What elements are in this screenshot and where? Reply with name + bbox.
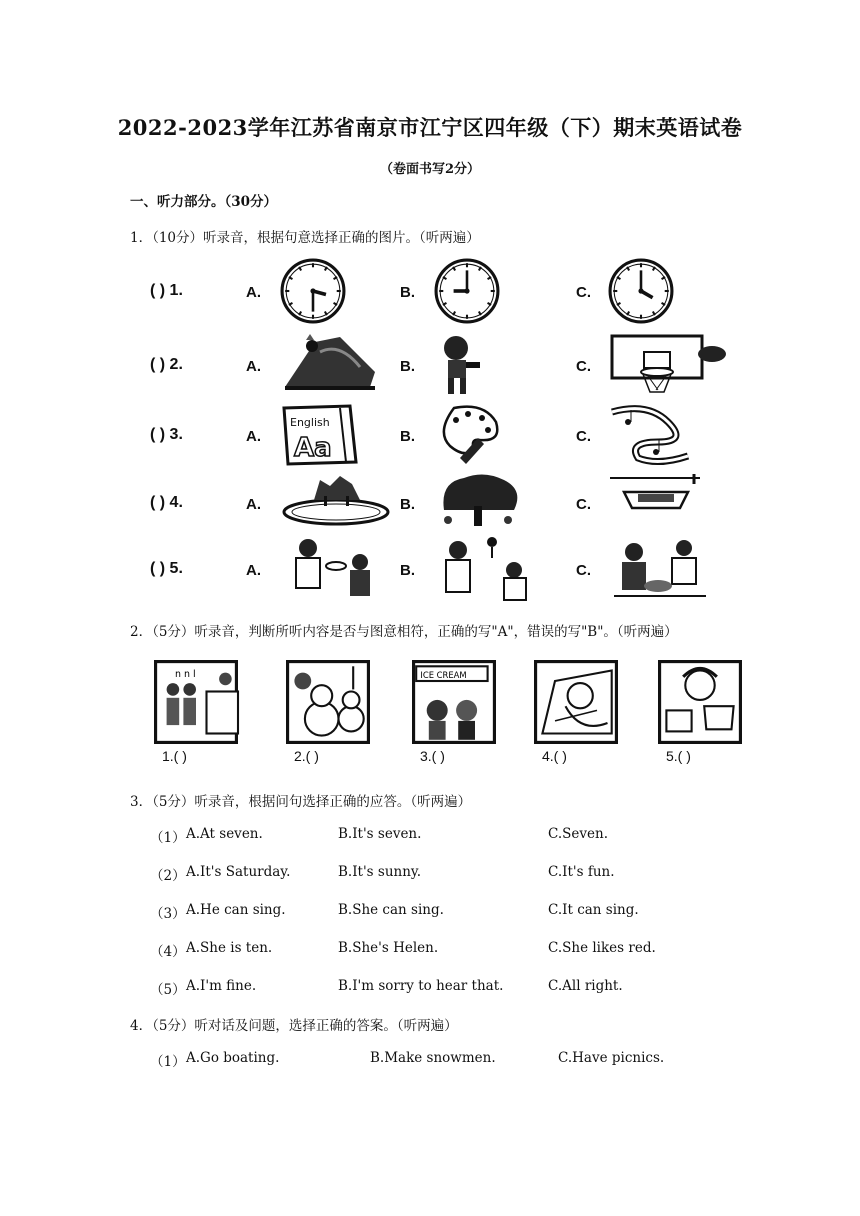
q3-option-a[interactable]: A.He can sing. (186, 902, 286, 918)
q1-option-a-letter: A. (246, 358, 261, 375)
q3-option-c[interactable]: C.All right. (548, 978, 623, 994)
basketball-hoop-icon (608, 332, 728, 398)
sick-girl-icon (532, 660, 620, 744)
q2-answer-blank[interactable]: 2.( ) (294, 748, 319, 764)
q1-option-c-letter: C. (576, 496, 591, 513)
q2-answer-blank[interactable]: 1.( ) (162, 748, 187, 764)
paint-palette-icon (434, 402, 510, 468)
q3-option-c[interactable]: C.It's fun. (548, 864, 615, 880)
boat-icon (608, 470, 702, 516)
q3-item-number: （4） (150, 944, 186, 960)
q1-option-c-letter: C. (576, 562, 591, 579)
q1-option-b-letter: B. (400, 428, 415, 445)
clock-icon (608, 258, 674, 324)
q1-option-a-letter: A. (246, 284, 261, 301)
boys-playing-icon (608, 536, 712, 602)
q3-option-c[interactable]: C.She likes red. (548, 940, 656, 956)
boy-icon (434, 332, 484, 398)
q3-option-b[interactable]: B.It's seven. (338, 826, 422, 842)
q3-item-number: （2） (150, 868, 186, 884)
q4-prompt: 4．（5分）听对话及问题，选择正确的答案。（听两遍） (130, 1018, 458, 1034)
svg-text:n n l: n n l (175, 668, 196, 680)
q1-option-a-letter: A. (246, 562, 261, 579)
q1-row-label: ( ) 5. (150, 560, 183, 577)
section-heading-listening: 一、听力部分。（30分） (130, 194, 278, 210)
q1-option-a-letter: A. (246, 428, 261, 445)
q2-answer-blank[interactable]: 5.( ) (666, 748, 691, 764)
q3-option-a[interactable]: A.She is ten. (186, 940, 273, 956)
lake-trees-icon (280, 470, 392, 526)
q1-option-a-letter: A. (246, 496, 261, 513)
q4-option-b[interactable]: B.Make snowmen. (370, 1050, 496, 1066)
svg-text:English: English (290, 416, 330, 429)
tree-icon (434, 470, 526, 530)
boys-eating-icon (280, 536, 384, 600)
svg-text:Aa: Aa (294, 433, 332, 463)
q3-option-b[interactable]: B.She's Helen. (338, 940, 439, 956)
q1-option-c-letter: C. (576, 428, 591, 445)
chicken-icon (280, 332, 380, 394)
music-notes-icon (608, 402, 692, 466)
q1-prompt: 1．（10分）听录音，根据句意选择正确的图片。（听两遍） (130, 230, 480, 246)
clock-icon (434, 258, 500, 324)
q2-answer-blank[interactable]: 4.( ) (542, 748, 567, 764)
q1-row-label: ( ) 1. (150, 282, 183, 299)
q3-option-b[interactable]: B.She can sing. (338, 902, 444, 918)
q1-option-c-letter: C. (576, 284, 591, 301)
q3-option-c[interactable]: C.It can sing. (548, 902, 639, 918)
q3-item-number: （3） (150, 906, 186, 922)
q3-option-a[interactable]: A.It's Saturday. (186, 864, 291, 880)
page-subtitle: （卷面书写2分） (379, 162, 481, 177)
q3-option-c[interactable]: C.Seven. (548, 826, 608, 842)
q2-answer-blank[interactable]: 3.( ) (420, 748, 445, 764)
snowman-scene-icon (284, 660, 372, 744)
q3-option-a[interactable]: A.At seven. (186, 826, 263, 842)
q3-item-number: （1） (150, 830, 186, 846)
q1-option-b-letter: B. (400, 284, 415, 301)
q1-option-c-letter: C. (576, 358, 591, 375)
q1-option-b-letter: B. (400, 496, 415, 513)
q1-row-label: ( ) 2. (150, 356, 183, 373)
english-book-icon (280, 402, 360, 466)
q1-option-b-letter: B. (400, 358, 415, 375)
q1-row-label: ( ) 4. (150, 494, 183, 511)
svg-text:ICE CREAM: ICE CREAM (420, 669, 467, 680)
q1-option-b-letter: B. (400, 562, 415, 579)
page-title: 2022-2023学年江苏省南京市江宁区四年级（下）期末英语试卷 (117, 115, 743, 140)
q1-row-label: ( ) 3. (150, 426, 183, 443)
q3-option-a[interactable]: A.I'm fine. (186, 978, 257, 994)
q3-prompt: 3．（5分）听录音，根据问句选择正确的应答。（听两遍） (130, 794, 472, 810)
boy-clothes-icon (656, 660, 744, 744)
table-tennis-icon (434, 536, 538, 602)
q4-item-number: （1） (150, 1054, 186, 1070)
q3-option-b[interactable]: B.I'm sorry to hear that. (338, 978, 504, 994)
q2-prompt: 2．（5分）听录音，判断所听内容是否与图意相符，正确的写"A"，错误的写"B"。（听两遍） (130, 624, 678, 640)
ice-cream-shop-icon (410, 660, 498, 744)
q3-option-b[interactable]: B.It's sunny. (338, 864, 422, 880)
clock-icon (280, 258, 346, 324)
q4-option-a[interactable]: A.Go boating. (186, 1050, 280, 1066)
q3-item-number: （5） (150, 982, 186, 998)
piano-scene-icon (152, 660, 240, 744)
q4-option-c[interactable]: C.Have picnics. (558, 1050, 665, 1066)
